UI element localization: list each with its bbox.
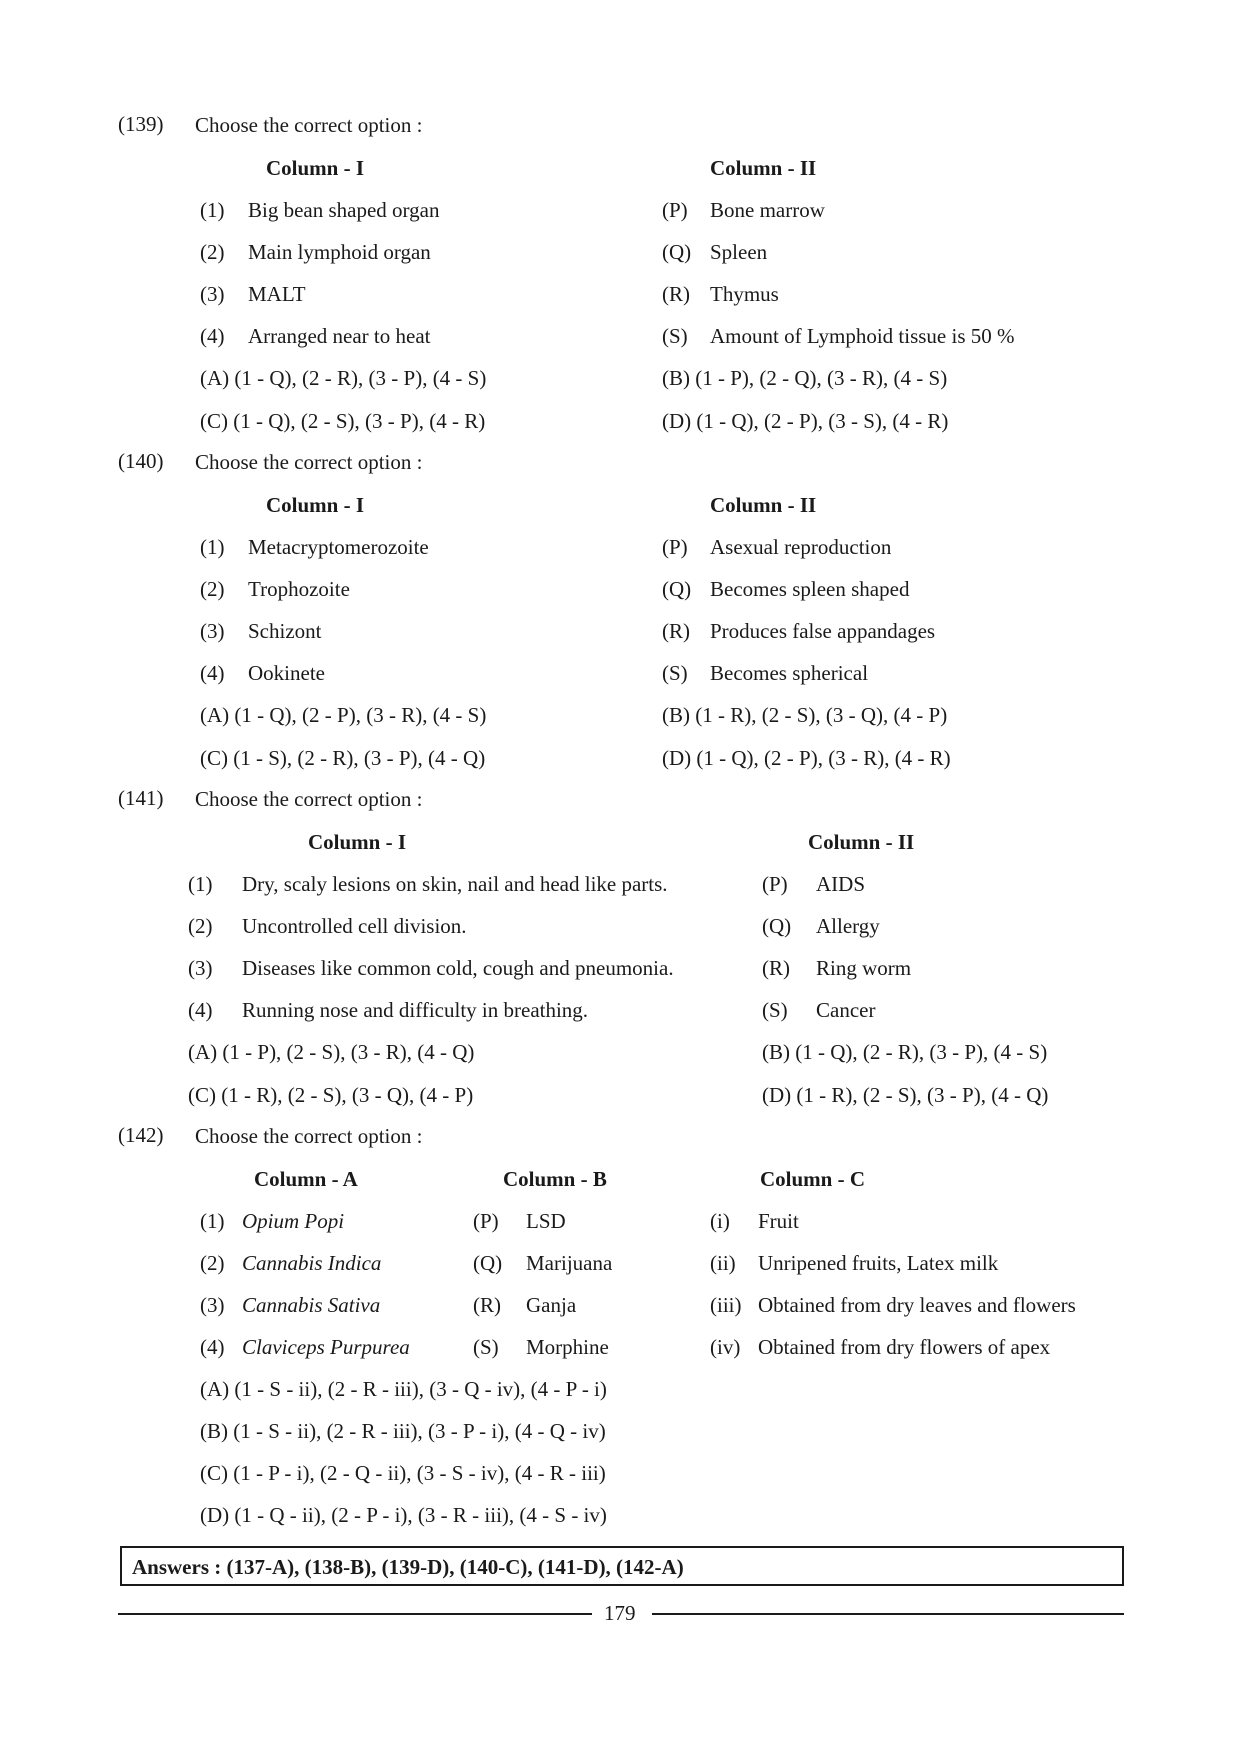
column-header: Column - C bbox=[760, 1167, 866, 1191]
item-number: (4) bbox=[200, 324, 225, 348]
column-header: Column - B bbox=[503, 1167, 607, 1191]
footer-rule-right bbox=[652, 1613, 1124, 1615]
option-c: (C) (1 - Q), (2 - S), (3 - P), (4 - R) bbox=[200, 409, 486, 433]
column-b-item: Morphine bbox=[526, 1335, 609, 1359]
column-header: Column - I bbox=[266, 156, 365, 180]
roman-key: (iv) bbox=[710, 1335, 741, 1359]
option-d: (D) (1 - R), (2 - S), (3 - P), (4 - Q) bbox=[762, 1083, 1049, 1107]
column-i-item: Diseases like common cold, cough and pneumonia. bbox=[242, 956, 674, 980]
item-number: (4) bbox=[200, 1335, 225, 1359]
item-number: (3) bbox=[188, 956, 213, 980]
column-ii-item: AIDS bbox=[816, 872, 866, 896]
column-c-item: Fruit bbox=[758, 1209, 799, 1233]
item-number: (1) bbox=[200, 198, 225, 222]
page-number: 179 bbox=[604, 1601, 636, 1625]
option-a: (A) (1 - P), (2 - S), (3 - R), (4 - Q) bbox=[188, 1040, 475, 1064]
roman-key: (ii) bbox=[710, 1251, 736, 1275]
column-i-item: MALT bbox=[248, 282, 306, 306]
option-c: (C) (1 - R), (2 - S), (3 - Q), (4 - P) bbox=[188, 1083, 474, 1107]
item-key: (P) bbox=[662, 198, 688, 222]
column-b-item: LSD bbox=[526, 1209, 566, 1233]
column-ii-item: Ring worm bbox=[816, 956, 912, 980]
item-number: (3) bbox=[200, 1293, 225, 1317]
column-i-item: Uncontrolled cell division. bbox=[242, 914, 467, 938]
column-c-item: Obtained from dry leaves and flowers bbox=[758, 1293, 1076, 1317]
column-header: Column - A bbox=[254, 1167, 358, 1191]
column-i-item: Dry, scaly lesions on skin, nail and head like parts. bbox=[242, 872, 668, 896]
column-ii-item: Allergy bbox=[816, 914, 880, 938]
item-key: (P) bbox=[473, 1209, 499, 1233]
item-key: (S) bbox=[662, 661, 688, 685]
column-c-item: Obtained from dry flowers of apex bbox=[758, 1335, 1051, 1359]
item-key: (S) bbox=[473, 1335, 499, 1359]
column-b-item: Marijuana bbox=[526, 1251, 613, 1275]
option-c: (C) (1 - S), (2 - R), (3 - P), (4 - Q) bbox=[200, 746, 486, 770]
column-i-item: Metacryptomerozoite bbox=[248, 535, 429, 559]
column-i-item: Big bean shaped organ bbox=[248, 198, 440, 222]
item-key: (P) bbox=[762, 872, 788, 896]
item-number: (4) bbox=[200, 661, 225, 685]
option-d: (D) (1 - Q), (2 - P), (3 - R), (4 - R) bbox=[662, 746, 951, 770]
column-header: Column - I bbox=[266, 493, 365, 517]
question-number: (141) bbox=[118, 786, 164, 810]
item-key: (Q) bbox=[473, 1251, 503, 1275]
question-number: (139) bbox=[118, 112, 164, 136]
item-key: (R) bbox=[662, 619, 690, 643]
column-ii-item: Spleen bbox=[710, 240, 768, 264]
item-key: (R) bbox=[762, 956, 790, 980]
item-number: (4) bbox=[188, 998, 213, 1022]
answers-box bbox=[120, 1546, 1124, 1586]
column-i-item: Main lymphoid organ bbox=[248, 240, 431, 264]
question-prompt: Choose the correct option : bbox=[195, 1124, 423, 1148]
item-key: (R) bbox=[662, 282, 690, 306]
column-ii-item: Cancer bbox=[816, 998, 876, 1022]
column-i-item: Arranged near to heat bbox=[248, 324, 431, 348]
option-b: (B) (1 - Q), (2 - R), (3 - P), (4 - S) bbox=[762, 1040, 1048, 1064]
column-ii-item: Amount of Lymphoid tissue is 50 % bbox=[710, 324, 1015, 348]
column-i-item: Running nose and difficulty in breathing. bbox=[242, 998, 589, 1022]
item-number: (1) bbox=[188, 872, 213, 896]
option-a: (A) (1 - S - ii), (2 - R - iii), (3 - Q - iv), (4 - P - i) bbox=[200, 1377, 607, 1401]
column-ii-item: Asexual reproduction bbox=[710, 535, 892, 559]
column-c-item: Unripened fruits, Latex milk bbox=[758, 1251, 999, 1275]
roman-key: (i) bbox=[710, 1209, 730, 1233]
footer-rule-left bbox=[118, 1613, 592, 1615]
question-number: (140) bbox=[118, 449, 164, 473]
question-number: (142) bbox=[118, 1123, 164, 1147]
item-number: (3) bbox=[200, 282, 225, 306]
item-number: (1) bbox=[200, 535, 225, 559]
column-ii-item: Produces false appandages bbox=[710, 619, 936, 643]
column-a-item: Claviceps Purpurea bbox=[242, 1335, 410, 1359]
option-d: (D) (1 - Q - ii), (2 - P - i), (3 - R - iii), (4 - S - iv) bbox=[200, 1503, 607, 1527]
column-b-item: Ganja bbox=[526, 1293, 577, 1317]
column-a-item: Cannabis Sativa bbox=[242, 1293, 381, 1317]
column-i-item: Schizont bbox=[248, 619, 322, 643]
item-key: (Q) bbox=[662, 577, 692, 601]
option-a: (A) (1 - Q), (2 - P), (3 - R), (4 - S) bbox=[200, 703, 487, 727]
answers-text: Answers : (137-A), (138-B), (139-D), (140-C), (141-D), (142-A) bbox=[132, 1555, 684, 1579]
option-a: (A) (1 - Q), (2 - R), (3 - P), (4 - S) bbox=[200, 366, 487, 390]
column-a-item: Opium Popi bbox=[242, 1209, 345, 1233]
column-header: Column - II bbox=[808, 830, 915, 854]
column-i-item: Ookinete bbox=[248, 661, 325, 685]
item-number: (2) bbox=[200, 240, 225, 264]
column-header: Column - II bbox=[710, 493, 817, 517]
question-prompt: Choose the correct option : bbox=[195, 113, 423, 137]
column-ii-item: Becomes spherical bbox=[710, 661, 869, 685]
question-prompt: Choose the correct option : bbox=[195, 450, 423, 474]
option-b: (B) (1 - S - ii), (2 - R - iii), (3 - P - i), (4 - Q - iv) bbox=[200, 1419, 606, 1443]
question-prompt: Choose the correct option : bbox=[195, 787, 423, 811]
item-key: (S) bbox=[762, 998, 788, 1022]
item-key: (S) bbox=[662, 324, 688, 348]
option-d: (D) (1 - Q), (2 - P), (3 - S), (4 - R) bbox=[662, 409, 949, 433]
option-b: (B) (1 - P), (2 - Q), (3 - R), (4 - S) bbox=[662, 366, 948, 390]
option-c: (C) (1 - P - i), (2 - Q - ii), (3 - S - iv), (4 - R - iii) bbox=[200, 1461, 606, 1485]
item-key: (P) bbox=[662, 535, 688, 559]
item-number: (3) bbox=[200, 619, 225, 643]
item-number: (2) bbox=[200, 1251, 225, 1275]
item-key: (Q) bbox=[762, 914, 792, 938]
item-number: (1) bbox=[200, 1209, 225, 1233]
item-number: (2) bbox=[200, 577, 225, 601]
item-number: (2) bbox=[188, 914, 213, 938]
column-header: Column - I bbox=[308, 830, 407, 854]
column-header: Column - II bbox=[710, 156, 817, 180]
column-ii-item: Becomes spleen shaped bbox=[710, 577, 910, 601]
column-ii-item: Thymus bbox=[710, 282, 779, 306]
column-ii-item: Bone marrow bbox=[710, 198, 825, 222]
option-b: (B) (1 - R), (2 - S), (3 - Q), (4 - P) bbox=[662, 703, 948, 727]
item-key: (R) bbox=[473, 1293, 501, 1317]
column-i-item: Trophozoite bbox=[248, 577, 350, 601]
column-a-item: Cannabis Indica bbox=[242, 1251, 382, 1275]
roman-key: (iii) bbox=[710, 1293, 742, 1317]
item-key: (Q) bbox=[662, 240, 692, 264]
